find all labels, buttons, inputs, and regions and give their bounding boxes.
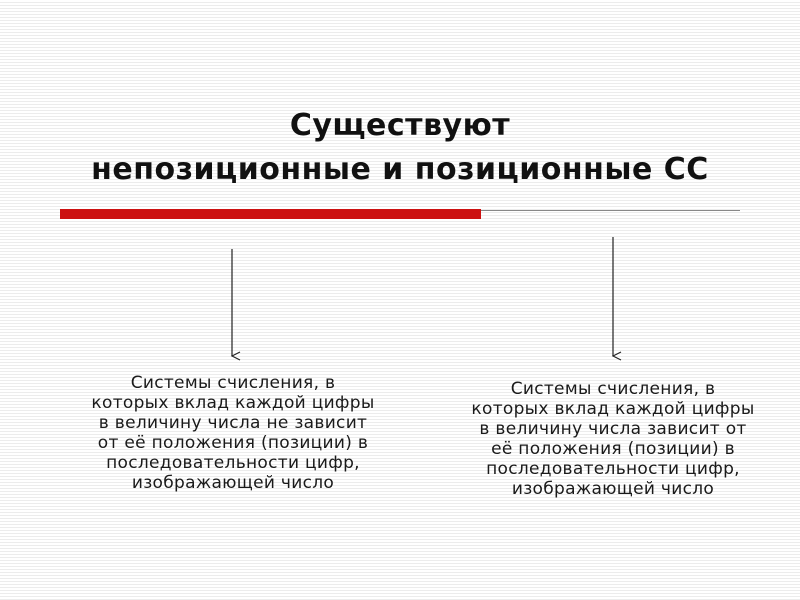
right-text-line: последовательности цифр, [486,459,740,479]
right-text-line: её положения (позиции) в [491,439,735,459]
left-text-line: которых вклад каждой цифры [91,393,375,413]
left-text-line: последовательности цифр, [106,453,360,473]
title-underline-red [60,209,481,219]
title-line-2: непозиционные и позиционные СС [91,152,709,187]
right-text-line: изображающей число [511,479,715,499]
non-positional-description [83,373,383,493]
title-underline-thin [481,210,740,211]
slide-title [0,104,800,192]
title-line-1: Существуют [289,108,511,143]
left-text-line: от её положения (позиции) в [97,433,369,453]
right-text-line: Системы счисления, в [510,379,716,399]
left-text-line: изображающей число [131,473,335,493]
right-text-line: которых вклад каждой цифры [471,399,755,419]
positional-description [463,379,763,499]
left-text-line: Системы счисления, в [130,373,336,393]
right-text-line: в величину числа зависит от [479,419,747,439]
left-text-line: в величину числа не зависит [98,413,368,433]
